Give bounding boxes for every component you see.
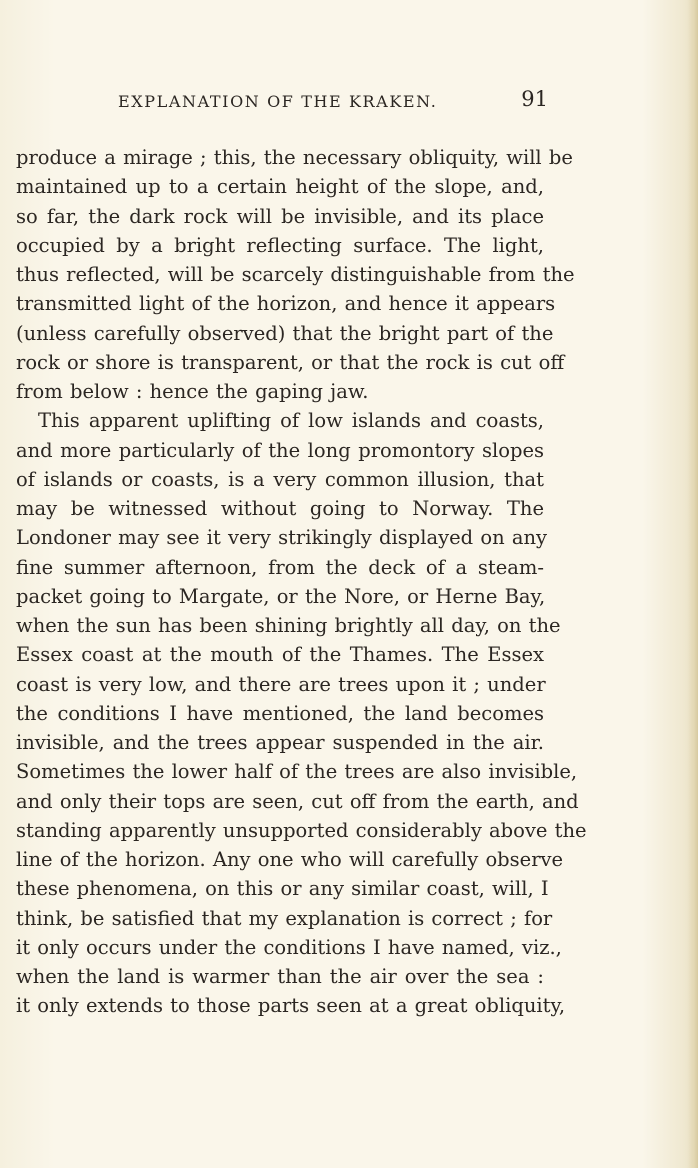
text-line: standing apparently unsupported considerably above the — [16, 818, 587, 842]
page-number: 91 — [521, 87, 548, 111]
text-line: when the sun has been shining brightly all day, on the — [16, 614, 561, 637]
body-text — [16, 143, 587, 1021]
text-line: invisible, and the trees appear suspended in the air. — [16, 731, 544, 754]
text-line: thus reflected, will be scarcely distinguishable from the — [16, 263, 575, 286]
running-head: EXPLANATION OF THE KRAKEN. — [118, 92, 438, 111]
text-line: when the land is warmer than the air over the sea : — [16, 965, 544, 988]
text-line: produce a mirage ; this, the necessary obliquity, will be — [16, 146, 573, 169]
text-line: fine summer afternoon, from the deck of a steam- — [16, 555, 544, 579]
text-line: (unless carefully observed) that the bright part of the — [16, 321, 554, 345]
text-line: so far, the dark rock will be invisible, and its place — [16, 204, 544, 228]
text-line: the conditions I have mentioned, the land becomes — [16, 701, 544, 725]
paragraph-first-line: This apparent uplifting of low islands and coasts, — [38, 409, 544, 433]
text-line: and only their tops are seen, cut off from the earth, and — [16, 789, 579, 813]
text-line: from below : hence the gaping jaw. — [16, 380, 369, 403]
text-line: and more particularly of the long promontory slopes — [16, 438, 544, 462]
text-line: Sometimes the lower half of the trees are also invisible, — [16, 760, 578, 784]
text-line: coast is very low, and there are trees upon it ; under — [16, 672, 546, 696]
text-line: rock or shore is transparent, or that the rock is cut off — [16, 350, 565, 374]
text-line: packet going to Margate, or the Nore, or Herne Bay, — [16, 584, 546, 608]
text-line: it only occurs under the conditions I have named, viz., — [16, 935, 562, 959]
text-line: it only extends to those parts seen at a great obliquity, — [16, 994, 566, 1018]
text-line: occupied by a bright reflecting surface. The light, — [16, 233, 544, 257]
page-edge-shadow — [688, 0, 698, 1168]
page-header — [118, 87, 548, 122]
text-line: these phenomena, on this or any similar coast, will, I — [16, 877, 549, 901]
text-line: may be witnessed without going to Norway. The — [16, 497, 544, 520]
text-line: line of the horizon. Any one who will carefully observe — [16, 848, 564, 871]
text-line: transmitted light of the horizon, and hence it appears — [16, 292, 556, 316]
text-line: Londoner may see it very strikingly displayed on any — [16, 526, 548, 550]
text-line: of islands or coasts, is a very common illusion, that — [16, 467, 544, 491]
text-line: think, be satisfied that my explanation is correct ; for — [16, 906, 553, 930]
text-line: maintained up to a certain height of the slope, and, — [16, 175, 544, 199]
text-line: Essex coast at the mouth of the Thames. The Essex — [16, 643, 544, 667]
